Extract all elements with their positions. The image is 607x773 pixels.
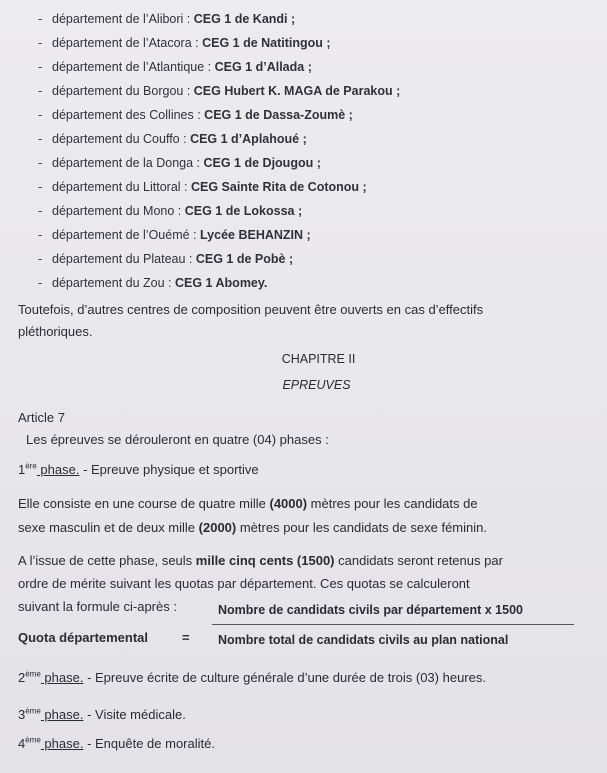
list-item: - département de l’Alibori : CEG 1 de Kandi ; bbox=[38, 12, 296, 26]
article-intro: Les épreuves se dérouleront en quatre (04) phases : bbox=[26, 432, 329, 447]
list-item: - département des Collines : CEG 1 de Dassa-Zoumè ; bbox=[38, 108, 353, 122]
list-item: - département de l’Atacora : CEG 1 de Natitingou ; bbox=[38, 36, 331, 50]
list-item: - département du Couffo : CEG 1 d’Aplahoué ; bbox=[38, 132, 307, 146]
list-item: - département de la Donga : CEG 1 de Djougou ; bbox=[38, 156, 321, 170]
list-dash: - bbox=[38, 84, 43, 98]
quota-label: Quota départemental bbox=[18, 630, 149, 645]
paragraph-line: suivant la formule ci-après : bbox=[18, 599, 177, 614]
list-item: - département du Mono : CEG 1 de Lokossa ; bbox=[38, 204, 303, 218]
paragraph-line: Elle consiste en une course de quatre mille (4000) mètres pour les candidats de bbox=[18, 496, 478, 511]
list-item: - département de l’Ouémé : Lycée BEHANZIN ; bbox=[38, 228, 311, 242]
quota-equals: = bbox=[182, 630, 190, 645]
list-dash: - bbox=[38, 180, 43, 194]
list-item: - département de l’Atlantique : CEG 1 d’Allada ; bbox=[38, 60, 312, 74]
paragraph-line: sexe masculin et de deux mille (2000) mètres pour les candidats de sexe féminin. bbox=[18, 520, 487, 535]
paragraph-line: ordre de mérite suivant les quotas par département. Ces quotas se calculeront bbox=[18, 576, 470, 591]
fraction-bar bbox=[212, 624, 574, 625]
phase-1-heading: 1ère phase. - Epreuve physique et sportive bbox=[18, 461, 259, 477]
paragraph-line: pléthoriques. bbox=[18, 324, 93, 339]
list-dash: - bbox=[38, 228, 43, 242]
phase-4-heading: 4ème phase. - Enquête de moralité. bbox=[18, 735, 215, 751]
list-dash: - bbox=[38, 156, 43, 170]
list-item: - département du Littoral : CEG Sainte Rita de Cotonou ; bbox=[38, 180, 367, 194]
chapter-subtitle: EPREUVES bbox=[282, 378, 351, 392]
formula-denominator: Nombre total de candidats civils au plan national bbox=[218, 633, 509, 647]
article-title: Article 7 bbox=[18, 410, 65, 425]
phase-2-heading: 2ème phase. - Epreuve écrite de culture générale d’une durée de trois (03) heures. bbox=[18, 669, 486, 685]
list-dash: - bbox=[38, 276, 43, 290]
list-dash: - bbox=[38, 12, 43, 26]
list-item: - département du Borgou : CEG Hubert K. MAGA de Parakou ; bbox=[38, 84, 401, 98]
formula-numerator: Nombre de candidats civils par département x 1500 bbox=[218, 603, 523, 617]
list-dash: - bbox=[38, 132, 43, 146]
list-dash: - bbox=[38, 252, 43, 266]
list-dash: - bbox=[38, 60, 43, 74]
paragraph-line: A l’issue de cette phase, seuls mille cinq cents (1500) candidats seront retenus par bbox=[18, 553, 503, 568]
list-item: - département du Plateau : CEG 1 de Pobè ; bbox=[38, 252, 294, 266]
phase-3-heading: 3ème phase. - Visite médicale. bbox=[18, 706, 186, 722]
list-dash: - bbox=[38, 108, 43, 122]
list-item: - département du Zou : CEG 1 Abomey. bbox=[38, 276, 268, 290]
chapter-title: CHAPITRE II bbox=[281, 352, 356, 366]
list-dash: - bbox=[38, 36, 43, 50]
list-dash: - bbox=[38, 204, 43, 218]
paragraph-line: Toutefois, d’autres centres de composition peuvent être ouverts en cas d’effectifs bbox=[18, 302, 484, 317]
